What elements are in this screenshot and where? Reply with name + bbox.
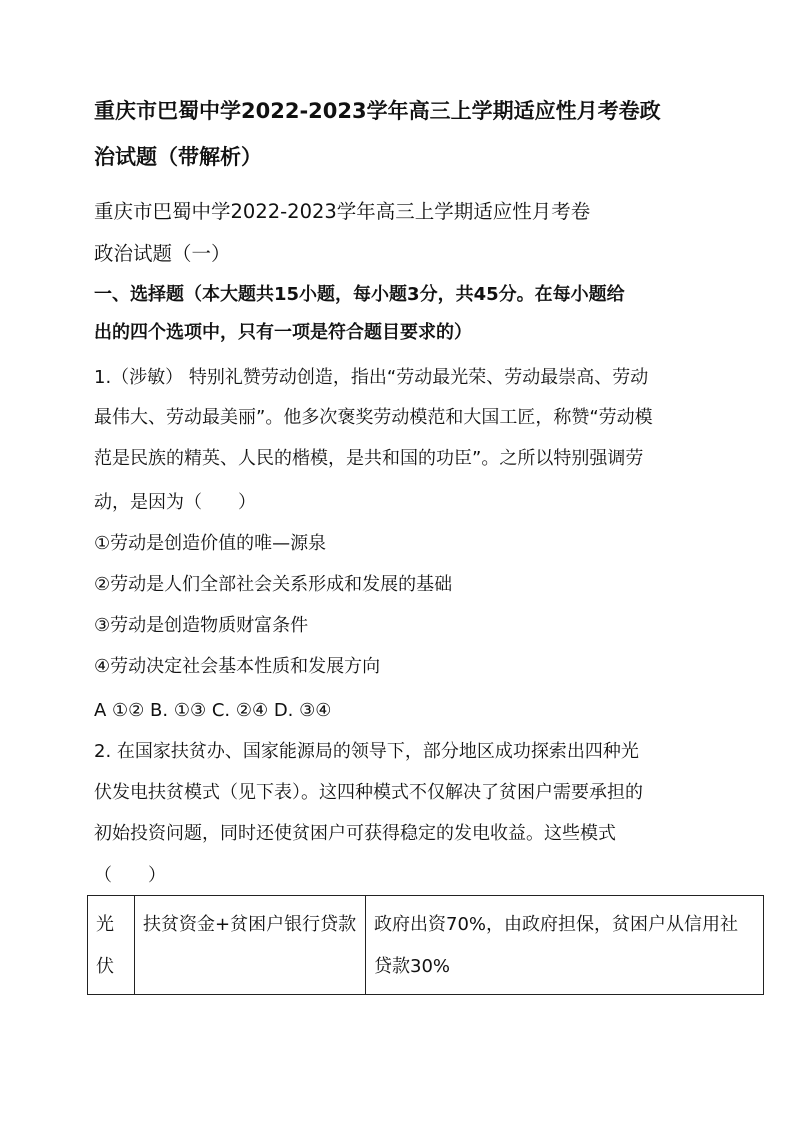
- question-1-option-3: ③劳动是创造物质财富条件: [94, 615, 309, 636]
- section-heading-line-2: 出的四个选项中，只有一项是符合题目要求的）: [94, 322, 472, 343]
- question-1-option-4: ④劳动决定社会基本性质和发展方向: [94, 656, 381, 677]
- question-2-text-line-4: （ ）: [94, 865, 166, 886]
- table-cell-detail: 政府出资70%，由政府担保，贫困户从信用社贷款30%: [366, 896, 764, 995]
- question-1-text-line-1: 1.（涉敏） 特别礼赞劳动创造，指出“劳动最光荣、劳动最崇高、劳动: [94, 367, 649, 388]
- question-1-option-2: ②劳动是人们全部社会关系形成和发展的基础: [94, 574, 453, 595]
- table-cell-type: 光伏: [88, 896, 135, 995]
- document-title-line-2: 治试题（带解析）: [94, 145, 262, 169]
- document-subtitle-line-2: 政治试题（一）: [94, 242, 231, 265]
- question-1-choices: A ①② B. ①③ C. ②④ D. ③④: [94, 700, 332, 721]
- table-row: [88, 896, 764, 995]
- question-1-option-1: ①劳动是创造价值的唯—源泉: [94, 533, 327, 554]
- question-2-text-line-2: 伏发电扶贫模式（见下表）。这四种模式不仅解决了贫困户需要承担的: [94, 782, 643, 803]
- document-title-line-1: 重庆市巴蜀中学2022-2023学年高三上学期适应性月考卷政: [94, 99, 661, 123]
- question-2-text-line-1: 2. 在国家扶贫办、国家能源局的领导下，部分地区成功探索出四种光: [94, 741, 639, 762]
- question-1-text-line-3: 范是民族的精英、人民的楷模，是共和国的功臣”。之所以特别强调劳: [94, 448, 644, 469]
- question-2-text-line-3: 初始投资问题，同时还使贫困户可获得稳定的发电收益。这些模式: [94, 823, 616, 844]
- document-subtitle-line-1: 重庆市巴蜀中学2022-2023学年高三上学期适应性月考卷: [94, 200, 591, 223]
- question-1-text-line-2: 最伟大、劳动最美丽”。他多次褒奖劳动模范和大国工匠，称赞“劳动模: [94, 407, 653, 428]
- question-2-table: [87, 895, 764, 995]
- section-heading-line-1: 一、选择题（本大题共15小题，每小题3分，共45分。在每小题给: [94, 284, 625, 305]
- table-cell-funding: 扶贫资金+贫困户银行贷款: [135, 896, 366, 995]
- question-1-text-line-4: 动，是因为（ ）: [94, 492, 256, 513]
